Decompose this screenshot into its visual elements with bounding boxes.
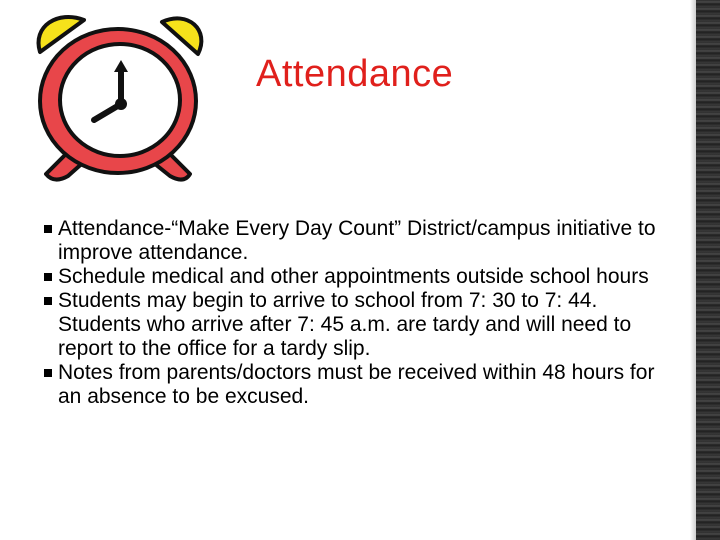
square-bullet-icon [44,225,52,233]
decorative-edge-strip [690,0,720,540]
square-bullet-icon [44,273,52,281]
alarm-clock-icon [28,8,208,186]
bullet-text: Students may begin to arrive to school from 7: 30 to 7: 44. Students who arrive after 7: 45 a.m. are tardy and will need to report to the office for a tardy slip. [58,289,632,360]
bullet-text: Attendance-“Make Every Day Count” District/campus initiative to improve attendance. [58,217,656,264]
bullet-text: Notes from parents/doctors must be received within 48 hours for an absence to be excused. [58,361,655,408]
bullet-text: Schedule medical and other appointments outside school hours [58,265,649,288]
bullet-item [44,289,674,361]
bullet-item [44,265,674,289]
square-bullet-icon [44,369,52,377]
bullet-item [44,217,674,265]
square-bullet-icon [44,297,52,305]
slide-title: Attendance [256,53,454,95]
bullet-list [44,217,674,409]
bullet-item [44,361,674,409]
